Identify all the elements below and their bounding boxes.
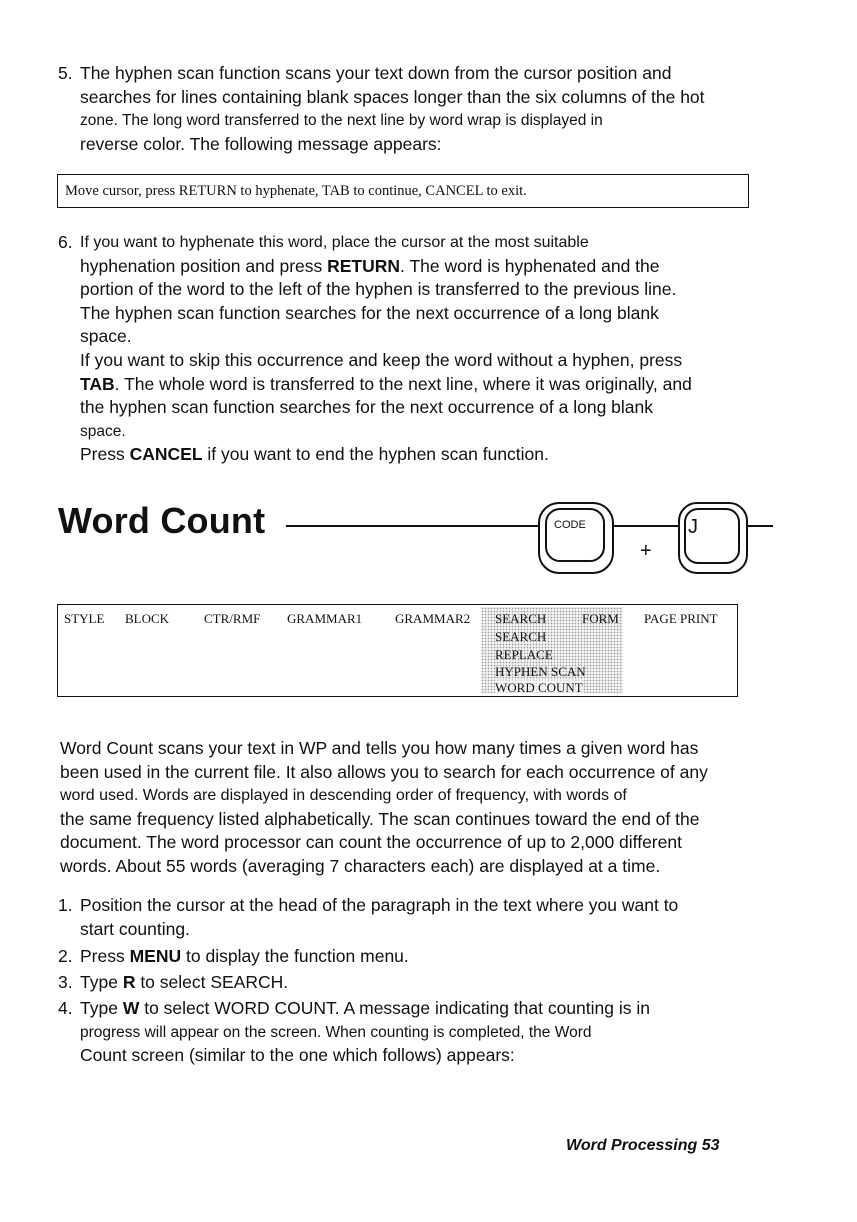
- step-line: [80, 255, 857, 279]
- step-line: the hyphen scan function searches for the next occurrence of a long blank: [80, 397, 653, 418]
- menu-item-search[interactable]: SEARCH: [495, 611, 547, 626]
- step-line: The hyphen scan function scans your text down from the cursor position and: [80, 63, 672, 83]
- menu-item-ctr-rmf[interactable]: CTR/RMF: [204, 611, 261, 626]
- step-line: start counting.: [80, 918, 190, 939]
- j-key-icon: [676, 500, 752, 578]
- text: to select SEARCH.: [135, 972, 289, 992]
- key-menu: MENU: [129, 946, 182, 966]
- step-1: [0, 894, 857, 941]
- menu-item-page-print[interactable]: PAGE PRINT: [644, 611, 718, 626]
- step-number: 3.: [58, 972, 73, 992]
- step-4: [0, 997, 857, 1068]
- step-line: [80, 945, 857, 969]
- text: Press: [80, 946, 130, 966]
- step-3: [0, 971, 857, 995]
- step-5: [0, 62, 857, 156]
- dropdown-item-word-count[interactable]: WORD COUNT: [495, 680, 583, 695]
- step-line: [80, 997, 857, 1021]
- step-line: reverse color. The following message appears:: [80, 133, 442, 154]
- key-r: R: [122, 972, 136, 992]
- text: . The word is hyphenated and the: [400, 255, 660, 276]
- step-6: [0, 231, 857, 467]
- text: Type: [80, 998, 123, 1018]
- dropdown-item-replace[interactable]: REPLACE: [495, 647, 553, 662]
- text: Type: [80, 972, 123, 992]
- menu-item-style[interactable]: STYLE: [64, 611, 105, 626]
- message-box: Move cursor, press RETURN to hyphenate, TAB to continue, CANCEL to exit.: [57, 174, 749, 208]
- step-number: 4.: [58, 998, 73, 1018]
- menu-item-form[interactable]: FORM: [582, 611, 619, 626]
- step-line: zone. The long word transferred to the next line by word wrap is displayed in: [80, 112, 603, 130]
- text: if you want to end the hyphen scan function.: [202, 444, 549, 465]
- code-key-label: CODE: [554, 519, 586, 531]
- step-number: 1.: [58, 895, 73, 915]
- key-tab: TAB: [80, 373, 115, 394]
- intro-line: word used. Words are displayed in descending order of frequency, with words of: [60, 787, 627, 805]
- step-line: [80, 443, 857, 467]
- section-title: Word Count: [58, 500, 266, 541]
- menu-item-block[interactable]: BLOCK: [125, 611, 170, 626]
- text: . The whole word is transferred to the next line, where it was originally, and: [114, 373, 692, 394]
- step-line: portion of the word to the left of the hyphen is transferred to the previous line.: [80, 279, 677, 300]
- dropdown-item-hyphen-scan[interactable]: HYPHEN SCAN: [495, 664, 586, 679]
- intro-line: words. About 55 words (averaging 7 characters each) are displayed at a time.: [60, 855, 661, 876]
- menu-item-grammar1[interactable]: GRAMMAR1: [287, 611, 363, 626]
- text: Press: [80, 444, 130, 465]
- step-2: [0, 945, 857, 969]
- step-number: 6.: [58, 232, 73, 252]
- intro-paragraph: [0, 737, 857, 879]
- step-line: progress will appear on the screen. When counting is completed, the Word: [80, 1023, 592, 1041]
- step-line: space.: [80, 326, 132, 347]
- heading-rule: [286, 525, 538, 527]
- step-line: [80, 373, 857, 397]
- step-line: If you want to hyphenate this word, place the cursor at the most suitable: [80, 234, 589, 251]
- key-w: W: [122, 998, 140, 1018]
- step-number: 2.: [58, 946, 73, 966]
- heading-rule: [748, 525, 773, 527]
- intro-line: the same frequency listed alphabetically. The scan continues toward the end of the: [60, 808, 700, 829]
- function-menu: [57, 604, 738, 697]
- key-return: RETURN: [327, 255, 401, 276]
- step-number: 5.: [58, 63, 73, 83]
- step-line: Count screen (similar to the one which follows) appears:: [80, 1045, 515, 1066]
- step-line: Position the cursor at the head of the paragraph in the text where you want to: [80, 895, 679, 915]
- intro-line: Word Count scans your text in WP and tells you how many times a given word has: [60, 738, 699, 758]
- intro-line: document. The word processor can count the occurrence of up to 2,000 different: [60, 832, 682, 853]
- heading-rule: [612, 525, 678, 527]
- step-line: If you want to skip this occurrence and keep the word without a hyphen, press: [80, 349, 683, 370]
- dropdown-item-search[interactable]: SEARCH: [495, 629, 547, 644]
- intro-line: been used in the current file. It also allows you to search for each occurrence of any: [60, 761, 708, 782]
- text: to display the function menu.: [181, 946, 409, 966]
- key-cancel: CANCEL: [129, 444, 203, 465]
- page-footer: Word Processing 53: [566, 1137, 720, 1154]
- step-line: The hyphen scan function searches for the next occurrence of a long blank: [80, 302, 659, 323]
- step-line: [80, 971, 857, 995]
- plus-sign: +: [640, 540, 652, 562]
- step-line: searches for lines containing blank spaces longer than the six columns of the hot: [80, 86, 705, 107]
- text: to select WORD COUNT. A message indicating that counting is in: [139, 998, 650, 1018]
- code-key-icon: [536, 500, 616, 578]
- step-line: space.: [80, 422, 126, 440]
- text: hyphenation position and press: [80, 255, 328, 276]
- j-key-label: J: [688, 516, 698, 538]
- menu-item-grammar2[interactable]: GRAMMAR2: [395, 611, 471, 626]
